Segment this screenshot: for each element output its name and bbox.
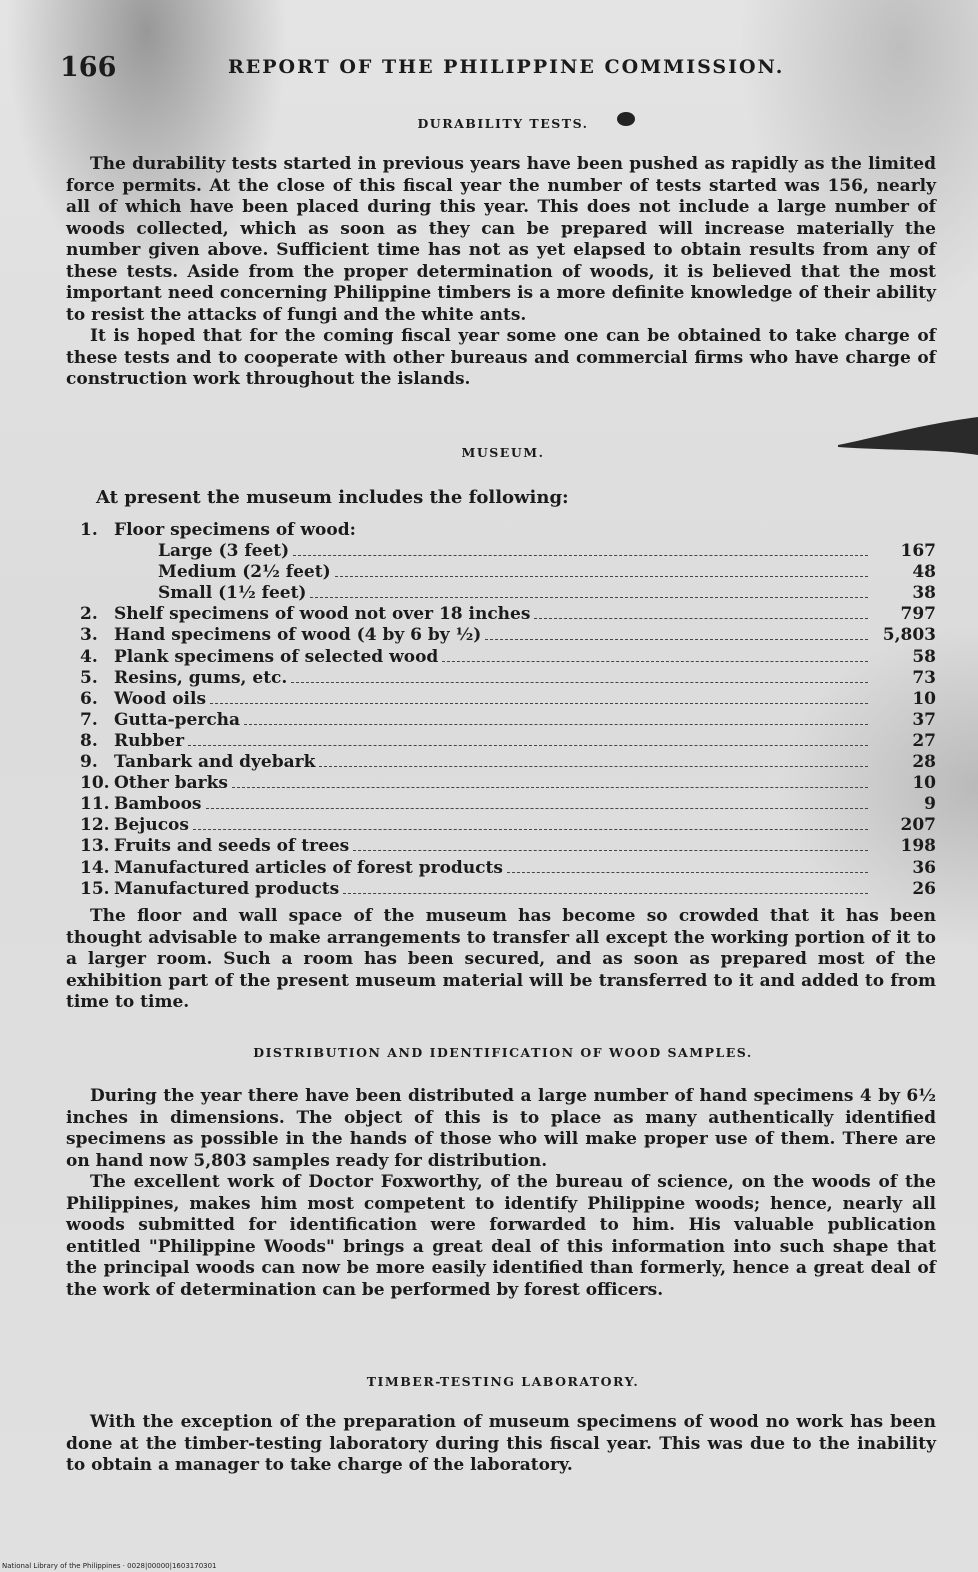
museum-list-item [80,794,936,815]
leader-dots [335,576,868,577]
museum-list-item [80,773,936,794]
running-head: REPORT OF THE PHILIPPINE COMMISSION. [228,56,785,78]
museum-list-item [80,520,936,541]
leader-dots [293,555,868,556]
list-item-label: Small (1½ feet) [158,583,307,604]
museum-list-item [80,562,936,583]
list-item-label: Bejucos [114,815,189,836]
list-item-label: Gutta-percha [114,709,241,730]
distribution-paragraph-2: The excellent work of Doctor Foxworthy, of the bureau of science, on the woods of the Philippines, makes him most competent to identify Philippine woods; hence, nearly all woods submitted for identification were forwarded to him. His valuable publication entitled "Philippine Woods" brings a great deal of this information into such shape that the principal woods can now be more easily identified than formerly, hence a great deal of the work of determination can be performed by forest officers. [66,1172,936,1300]
list-item-label: Other barks [114,773,228,794]
leader-dots [206,808,868,809]
durability-paragraph-2: It is hoped that for the coming fiscal year some one can be obtained to take charge of these tests and to cooperate with other bureaus and commercial firms who have charge of construction work throughout the islands. [66,326,936,389]
museum-list-item [80,879,936,900]
museum-list-item [80,836,936,857]
list-item-number: 8. [80,730,98,751]
leader-dots [343,893,868,894]
leader-dots [353,850,868,851]
list-item-number: 11. [80,794,110,815]
list-item-count: 10 [912,688,936,709]
page-number: 166 [60,52,117,83]
list-item-count: 207 [900,815,936,836]
list-item-number: 9. [80,752,98,773]
heading-distribution: DISTRIBUTION AND IDENTIFICATION OF WOOD SAMPLES. [253,1045,753,1060]
list-item-count: 48 [912,562,936,583]
list-item-label: Shelf specimens of wood not over 18 inches [114,604,531,625]
leader-dots [507,872,868,873]
heading-laboratory: TIMBER-TESTING LABORATORY. [366,1374,640,1389]
list-item-count: 9 [924,794,936,815]
museum-inventory-list [80,520,936,900]
list-item-count: 28 [912,752,936,773]
museum-list-item [80,752,936,773]
leader-dots [188,745,868,746]
heading-museum: MUSEUM. [461,445,545,460]
list-item-number: 3. [80,625,98,646]
list-item-label: Plank specimens of selected wood [114,646,439,667]
list-item-number: 13. [80,836,110,857]
list-item-label: Resins, gums, etc. [114,667,288,688]
leader-dots [442,661,868,662]
list-item-label: Fruits and seeds of trees [114,836,350,857]
list-item-count: 58 [912,646,936,667]
leader-dots [485,639,868,640]
leader-dots [291,682,868,683]
durability-text [66,154,936,391]
leader-dots [244,724,868,725]
distribution-paragraph-1: During the year there have been distributed a large number of hand specimens 4 by 6½ inches in dimensions. The object of this is to place as many authentically identified specimens as possible in the hands of those who will make proper use of them. There are on hand now 5,803 samples ready for distribution. [66,1086,936,1171]
list-item-label: Rubber [114,730,185,751]
museum-list-item [80,583,936,604]
museum-list-item [80,647,936,668]
list-item-number: 6. [80,688,98,709]
list-item-number: 14. [80,857,110,878]
list-item-number: 15. [80,878,110,899]
list-item-count: 37 [912,709,936,730]
list-item-count: 5,803 [882,625,936,646]
list-item-label: Large (3 feet) [158,541,290,562]
museum-list-item [80,604,936,625]
list-item-number: 2. [80,604,98,625]
list-item-label: Floor specimens of wood: [114,520,356,540]
museum-intro: At present the museum includes the following: [96,487,569,508]
list-item-count: 27 [912,730,936,751]
distribution-text [66,1086,936,1301]
museum-list-item [80,858,936,879]
list-item-count: 167 [900,541,936,562]
museum-list-item [80,731,936,752]
list-item-label: Bamboos [114,794,202,815]
heading-durability-tests: DURABILITY TESTS. [417,116,589,131]
laboratory-text [66,1412,936,1477]
list-item-number: 5. [80,667,98,688]
list-item-count: 797 [900,604,936,625]
museum-list-item [80,710,936,731]
page-header [60,52,940,88]
list-item-number: 12. [80,815,110,836]
leader-dots [193,829,868,830]
scan-footer: National Library of the Philippines · 0028|00000|1603170301 [2,1562,217,1570]
list-item-number: 7. [80,709,98,730]
list-item-label: Wood oils [114,688,207,709]
museum-list-item [80,668,936,689]
leader-dots [232,787,868,788]
list-item-label: Manufactured products [114,878,340,899]
list-item-count: 38 [912,583,936,604]
museum-text [66,906,936,1014]
list-item-label: Medium (2½ feet) [158,562,331,583]
durability-paragraph-1: The durability tests started in previous years have been pushed as rapidly as the limited force permits. At the close of this fiscal year the number of tests started was 156, nearly all of which have been placed during this year. This does not include a large number of woods collected, which as soon as they can be prepared will increase materially the number given above. Sufficient time has not as yet elapsed to obtain results from any of these tests. Aside from the proper determination of woods, it is believed that the most important need concerning Philippine timbers is a more definite knowledge of their ability to resist the attacks of fungi and the white ants. [66,154,936,325]
list-item-number: 1. [80,520,98,540]
list-item-count: 73 [912,667,936,688]
list-item-count: 198 [900,836,936,857]
museum-list-item [80,689,936,710]
list-item-label: Manufactured articles of forest products [114,857,503,878]
leader-dots [534,618,868,619]
leader-dots [310,597,868,598]
list-item-count: 36 [912,857,936,878]
list-item-number: 10. [80,773,110,794]
list-item-label: Hand specimens of wood (4 by 6 by ½) [114,625,482,646]
museum-paragraph-1: The floor and wall space of the museum has become so crowded that it has been thought advisable to make arrangements to transfer all except the working portion of it to a larger room. Such a room has been secured, and as soon as prepared most of the exhibition part of the present museum material will be transferred to it and added to from time to time. [66,906,936,1012]
list-item-number: 4. [80,646,98,667]
leader-dots [319,766,868,767]
list-item-label: Tanbark and dyebark [114,752,316,773]
museum-list-item [80,815,936,836]
list-item-count: 26 [912,878,936,899]
list-item-count: 10 [912,773,936,794]
museum-list-item [80,541,936,562]
leader-dots [210,703,868,704]
laboratory-paragraph-1: With the exception of the preparation of museum specimens of wood no work has been done at the timber-testing laboratory during this fiscal year. This was due to the inability to obtain a manager to take charge of the laboratory. [66,1412,936,1475]
museum-list-item [80,625,936,646]
